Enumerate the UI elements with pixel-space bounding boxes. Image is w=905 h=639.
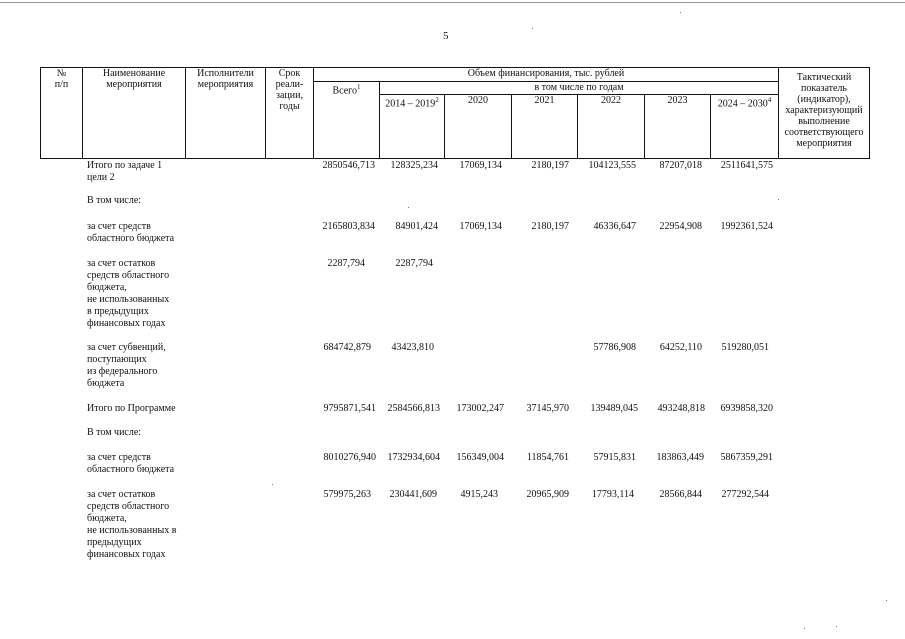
scan-speck	[532, 28, 533, 29]
header-indicator-label: Тактический показатель (индикатор), характеризующий выполнение соответствующего мероприятия	[784, 72, 864, 149]
header-number-label: № п/п	[54, 68, 69, 90]
row-year-4: 57915,831	[593, 452, 636, 463]
header-year-6-label: 2024 – 2030	[717, 98, 768, 110]
header-by-years	[379, 81, 779, 95]
header-year-6-text	[711, 95, 778, 109]
header-funding-label: Объем финансирования, тыс. рублей	[467, 68, 625, 79]
header-total-sup: 1	[357, 83, 361, 91]
row-label: за счет средств областного бюджета	[87, 221, 175, 244]
scan-speck	[836, 626, 837, 627]
row-year-6: 5867359,291	[720, 452, 773, 463]
row-year-4: 17793,114	[591, 489, 634, 500]
header-term	[265, 67, 314, 159]
scan-speck	[272, 484, 273, 485]
top-border-line	[0, 2, 905, 3]
row-year-1: 230441,609	[389, 489, 437, 500]
row-label: за счет остатков средств областного бюджета, не использованных в предыдущих финансовых годах	[87, 258, 170, 329]
row-year-4: 46336,647	[593, 221, 636, 232]
row-year-1: 2584566,813	[387, 403, 440, 414]
header-year-5-label: 2023	[667, 95, 688, 106]
row-year-5: 183863,449	[656, 452, 704, 463]
row-year-5: 64252,110	[659, 342, 702, 353]
header-year-2	[444, 94, 512, 159]
header-year-1-text	[380, 95, 444, 109]
header-by-years-label: в том числе по годам	[534, 82, 624, 93]
scan-speck	[680, 12, 681, 13]
row-year-5: 22954,908	[659, 221, 702, 232]
row-year-6: 1992361,524	[720, 221, 773, 232]
header-year-5	[644, 94, 711, 159]
row-year-3: 2180,197	[531, 221, 569, 232]
header-year-1-label: 2014 – 2019	[385, 98, 436, 110]
header-indicator	[778, 67, 870, 159]
row-year-6: 2511641,575	[720, 160, 773, 171]
row-label: за счет остатков средств областного бюджета, не использованных в предыдущих финансовых годах	[87, 489, 177, 560]
header-number	[40, 67, 83, 159]
row-year-2: 17069,134	[459, 221, 502, 232]
row-label: В том числе:	[87, 195, 142, 206]
row-label: Итого по задаче 1 цели 2	[87, 160, 163, 183]
scan-speck	[778, 199, 779, 200]
row-year-1: 1732934,604	[387, 452, 440, 463]
header-year-3-label: 2021	[534, 95, 555, 106]
row-total: 2165803,834	[322, 221, 375, 232]
header-total	[313, 81, 380, 159]
row-year-3: 2180,197	[531, 160, 569, 171]
header-year-1	[379, 94, 445, 159]
header-year-4	[577, 94, 645, 159]
header-name-label: Наименование мероприятия	[102, 68, 166, 90]
header-year-6	[710, 94, 779, 159]
row-year-3: 20965,909	[526, 489, 569, 500]
header-executors-label: Исполнители мероприятия	[197, 68, 254, 90]
header-total-label: Всего	[332, 85, 358, 97]
row-year-5: 493248,818	[657, 403, 705, 414]
header-executors	[185, 67, 266, 159]
scan-speck	[804, 628, 805, 629]
header-term-label: Срок реали- зации, годы	[275, 68, 304, 112]
row-year-1: 84901,424	[395, 221, 438, 232]
row-year-6: 6939858,320	[720, 403, 773, 414]
row-year-4: 104123,555	[588, 160, 636, 171]
row-total: 2287,794	[327, 258, 365, 269]
header-year-3	[511, 94, 578, 159]
row-label: В том числе:	[87, 427, 142, 438]
header-year-6-sup: 4	[767, 96, 772, 104]
header-year-1-sup: 2	[435, 96, 439, 104]
row-label: Итого по Программе	[87, 403, 176, 414]
scan-speck	[886, 600, 887, 601]
row-year-6: 277292,544	[721, 489, 769, 500]
row-year-2: 17069,134	[459, 160, 502, 171]
row-year-5: 87207,018	[659, 160, 702, 171]
row-year-1: 128325,234	[390, 160, 438, 171]
row-year-1: 2287,794	[395, 258, 433, 269]
scan-speck	[408, 207, 409, 208]
header-total-text	[314, 82, 379, 96]
row-total: 9795871,541	[323, 403, 376, 414]
row-year-1: 43423,810	[391, 342, 434, 353]
row-total: 8010276,940	[323, 452, 376, 463]
row-year-3: 11854,761	[526, 452, 569, 463]
row-year-6: 519280,051	[721, 342, 769, 353]
row-total: 684742,879	[323, 342, 371, 353]
row-total: 2850546,713	[322, 160, 375, 171]
row-year-2: 156349,004	[456, 452, 504, 463]
row-year-4: 57786,908	[593, 342, 636, 353]
row-year-3: 37145,970	[526, 403, 569, 414]
row-year-2: 173002,247	[456, 403, 504, 414]
header-year-4-label: 2022	[601, 95, 621, 106]
row-total: 579975,263	[323, 489, 371, 500]
row-label: за счет средств областного бюджета	[87, 452, 175, 475]
row-year-4: 139489,045	[590, 403, 638, 414]
row-label: за счет субвенций, поступающих из федерального бюджета	[87, 342, 166, 389]
row-year-2: 4915,243	[460, 489, 498, 500]
row-year-5: 28566,844	[659, 489, 702, 500]
header-name	[82, 67, 186, 159]
header-funding	[313, 67, 779, 82]
header-year-2-label: 2020	[468, 95, 488, 106]
page-number: 5	[443, 30, 449, 42]
